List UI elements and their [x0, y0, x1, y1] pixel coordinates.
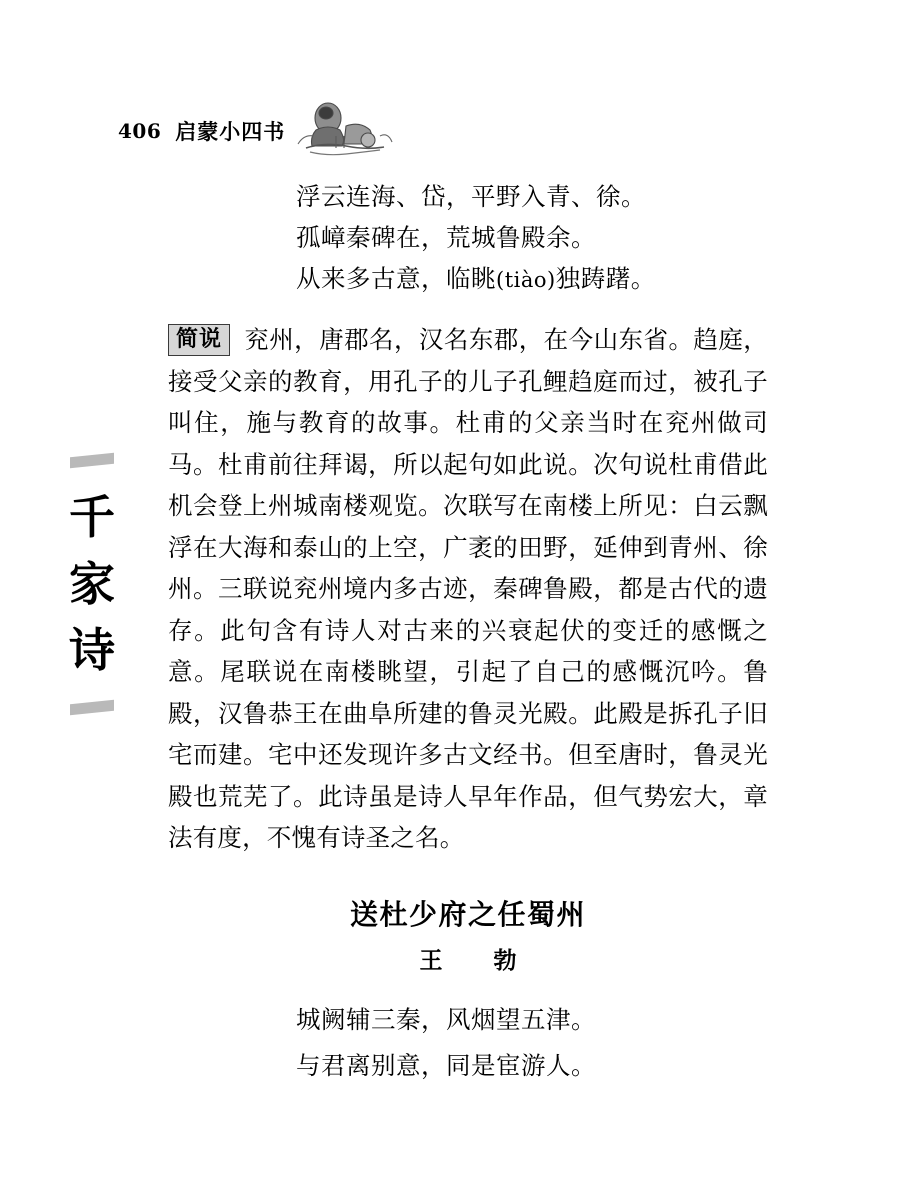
- woodcut-illustration-icon: [288, 96, 398, 158]
- series-title-char: 诗: [69, 623, 115, 678]
- poem-line: 城阙辅三秦，风烟望五津。: [296, 1004, 596, 1034]
- decorative-rule-top: [70, 453, 114, 469]
- poem-title: 送杜少府之任蜀州: [349, 897, 586, 931]
- poem-author: 王 勃: [419, 946, 531, 974]
- series-title-vertical: [56, 455, 128, 713]
- annotation-text: 兖州，唐郡名，汉名东郡，在今山东省。趋庭，接受父亲的教育，用孔子的儿子孔鲤趋庭而过，被孔子叫住，施与教育的故事。杜甫的父亲当时在兖州做司马。杜甫前往拜谒，所以起句如此说。次句说杜甫借此机会登上州城南楼观览。次联写在南楼上所见：白云飘浮在大海和泰山的上空，广袤的田野，延伸到青州、徐州。三联说兖州境内多古迹，秦碑鲁殿，都是古代的遗存。此句含有诗人对古来的兴衰起伏的变迁的感慨之意。尾联说在南楼眺望，引起了自己的感慨沉吟。鲁殿，汉鲁恭王在曲阜所建的鲁灵光殿。此殿是拆孔子旧宅而建。宅中还发现许多古文经书。但至唐时，鲁灵光殿也荒芜了。此诗虽是诗人早年作品，但气势宏大，章法有度，不愧有诗圣之名。: [168, 325, 768, 852]
- page-header: [118, 116, 285, 146]
- poem-line: 孤嶂秦碑在，荒城鲁殿余。: [296, 223, 596, 252]
- poem-line-with-pinyin: [296, 258, 768, 301]
- series-title-char: 千: [69, 490, 115, 544]
- second-poem: [168, 893, 768, 1089]
- pinyin-annotation: (tiào): [496, 268, 556, 292]
- poem-line: 浮云连海、岱，平野入青、徐。: [296, 182, 646, 211]
- page-content: [168, 176, 768, 1089]
- poem-line-suffix: 独踌躇。: [555, 264, 656, 293]
- poem-body: [168, 997, 768, 1089]
- book-title: 启蒙小四书: [175, 119, 286, 144]
- series-title-char: 家: [69, 556, 115, 611]
- annotation-tag: 简说: [168, 324, 230, 356]
- decorative-rule-bottom: [70, 700, 114, 716]
- page-number: 406: [118, 119, 162, 143]
- annotation-paragraph: [168, 319, 768, 859]
- poem-line-prefix: 从来多古意，临眺: [296, 264, 496, 293]
- poem-line: 与君离别意，同是宦游人。: [296, 1050, 596, 1080]
